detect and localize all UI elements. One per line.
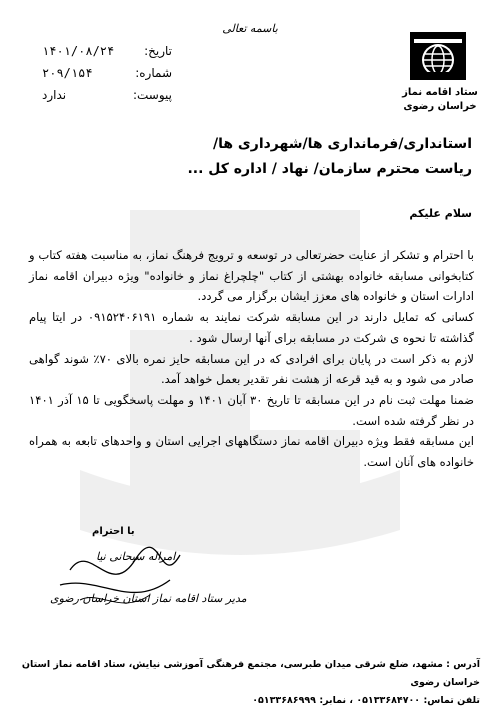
date-label: تاریخ: (144, 44, 172, 58)
organization-name (390, 86, 490, 114)
handwritten-signature (40, 530, 190, 620)
attachment-row (42, 84, 172, 106)
greeting: سلام علیکم (409, 207, 472, 220)
signature-closing: با احترام (92, 526, 135, 537)
body-paragraph: ضمنا مهلت ثبت نام در این مسابقه تا تاریخ ۳۰ آبان ۱۴۰۱ و مهلت پاسخگویی تا ۱۵ آذر ۱۴۰۱ در نظر گرفته شده است. (29, 392, 474, 428)
date-value: ۱۴۰۱/۰۸/۲۴ (42, 44, 115, 58)
letter-meta (42, 40, 172, 106)
body-paragraph: این مسابقه فقط ویژه دبیران اقامه نماز دستگاههای اجرایی استان و واحدهای تابعه به همراه خانواده های آنان است. (29, 434, 474, 470)
number-row (42, 62, 172, 84)
number-label: شماره: (135, 66, 172, 80)
body-paragraph: کسانی که تمایل دارند در این مسابقه شرکت نمایند به شماره ۰۹۱۵۲۴۰۶۱۹۱ در ایتا پیام گذاشته تا نحوه ی شرکت در مسابقه برای آنها ارسال شود . (29, 310, 474, 345)
recipient-line1: استانداری/فرمانداری ها/شهرداری ها/ (212, 136, 472, 152)
number-value: ۲۰۹/۱۵۴ (42, 66, 93, 80)
phone-label: تلفن تماس: (423, 695, 480, 706)
organization-name-line1: ستاد اقامه نماز (402, 87, 478, 98)
fax-label: نمابر: (319, 695, 347, 706)
attachment-value: ندارد (42, 88, 67, 102)
body-paragraph: لازم به ذکر است در پایان برای افرادی که در این مسابقه حایز نمره بالای ۷۰٪ شوند گواهی صادر می شود و به قید قرعه از هشت نفر تقدیر بعمل خواهد آمد. (29, 351, 474, 387)
footer-contacts: تلفن تماس: ۰۵۱۳۳۶۸۴۷۰۰ ، نمابر: ۰۵۱۳۳۶۸۶۹۹۹ (252, 695, 480, 706)
date-row (42, 40, 172, 62)
attachment-label: پیوست: (132, 88, 172, 102)
bismillah: باسمه تعالی (222, 22, 278, 35)
signer-name: امراله سبحانی نیا (96, 550, 176, 563)
organization-name-line2: خراسان رضوی (403, 101, 477, 112)
letter-body (29, 245, 474, 473)
signer-title: مدیر ستاد اقامه نماز استان خراسان رضوی (50, 592, 247, 605)
footer-address: آدرس : مشهد، ضلع شرقی میدان طبرسی، مجتمع فرهنگی آموزشی نیایش، ستاد اقامه نماز استان خراسان رضوی (21, 659, 480, 688)
recipient-line2: ریاست محترم سازمان/ نهاد / اداره کل ... (187, 161, 472, 177)
phone-value: ۰۵۱۳۳۶۸۴۷۰۰ (356, 695, 421, 706)
body-paragraph: با احترام و تشکر از عنایت حضرتعالی در توسعه و ترویج فرهنگ نماز، به مناسبت هفته کتاب و کتابخوانی مسابقه خانواده بهشتی از کتاب "چلچراغ نماز و خانواده" ویژه دبیران اقامه نماز ادارات استان و خانواده های معزز ایشان برگزار می گردد. (29, 248, 474, 304)
footer (10, 656, 480, 710)
globe-emblem-logo (408, 30, 468, 82)
fax-value: ۰۵۱۳۳۶۸۶۹۹۹ (252, 695, 316, 706)
